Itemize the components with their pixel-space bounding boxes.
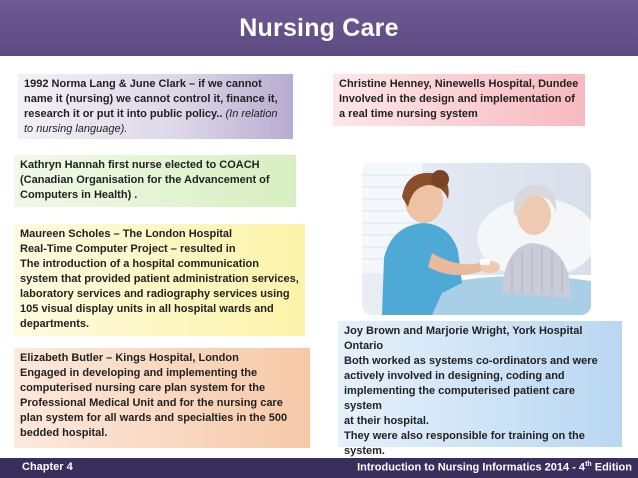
- scholes-line-2: Real-Time Computer Project – resulted in: [20, 243, 236, 255]
- lang-clark-line-3-text: research it or put it into public policy..: [24, 108, 223, 120]
- footer-title-prefix: Introduction to Nursing Informatics 2014 - 4: [357, 461, 586, 474]
- lang-clark-line-1: 1992 Norma Lang & June Clark – if we cannot: [24, 78, 262, 90]
- title-bar: [0, 0, 638, 56]
- footer-book-title: [357, 461, 632, 474]
- scholes-line-1: Maureen Scholes – The London Hospital: [20, 228, 233, 240]
- footer-title-sup: th: [585, 461, 592, 468]
- nurse-hair-bun: [431, 170, 449, 188]
- scholes-line-3: The introduction of a hospital communication: [20, 258, 259, 270]
- box-hannah: [14, 155, 296, 207]
- box-butler: [14, 348, 310, 448]
- brown-line-6: at their hospital.: [344, 415, 429, 427]
- brown-line-4: actively involved in designing, coding and: [344, 370, 565, 382]
- henney-line-2: Involved in the design and implementation of: [339, 93, 575, 105]
- butler-line-4: Professional Medical Unit and for the nursing care: [20, 397, 283, 409]
- butler-line-2: Engaged in developing and implementing the: [20, 367, 258, 379]
- scholes-line-7: departments.: [20, 318, 90, 330]
- brown-line-7: They were also responsible for training on the: [344, 430, 585, 442]
- brown-line-2: Ontario: [344, 340, 384, 352]
- brown-line-3: Both worked as systems co-ordinators and were: [344, 355, 598, 367]
- nurse-patient-photo: [362, 163, 591, 315]
- butler-line-3: computerised nursing care plan system for the: [20, 382, 266, 394]
- box-brown-wright: [338, 321, 622, 457]
- slide-title: Nursing Care: [239, 13, 399, 42]
- lang-clark-line-3: [24, 107, 287, 122]
- medicine-cup-icon: [480, 259, 490, 265]
- box-lang-clark: [18, 74, 293, 139]
- henney-line-1: Christine Henney, Ninewells Hospital, Dundee: [339, 78, 579, 90]
- lang-clark-italic-2: to nursing language).: [24, 123, 128, 135]
- lang-clark-line-2: name it (nursing) we cannot control it, finance it,: [24, 93, 278, 105]
- box-scholes: [14, 224, 305, 336]
- brown-line-8: system.: [344, 445, 385, 457]
- butler-line-5: plan system for all wards and specialties in the 500: [20, 412, 288, 424]
- brown-line-1: Joy Brown and Marjorie Wright, York Hospital: [344, 325, 583, 337]
- nurse-patient-illustration: [362, 163, 591, 315]
- footer-title-suffix: Edition: [591, 461, 632, 474]
- hannah-line-2: (Canadian Organisation for the Advancement of: [20, 174, 270, 186]
- footer-chapter: Chapter 4: [22, 461, 73, 473]
- hannah-line-3: Computers in Health) .: [20, 189, 138, 201]
- box-henney: [333, 74, 585, 126]
- footer-bar: [0, 458, 638, 478]
- scholes-line-5: laboratory services and radiography services using: [20, 288, 290, 300]
- butler-line-1: Elizabeth Butler – Kings Hospital, London: [20, 352, 239, 364]
- hannah-line-1: Kathryn Hannah first nurse elected to COACH: [20, 159, 260, 171]
- scholes-line-6: 105 visual display units in all hospital wards and: [20, 303, 274, 315]
- lang-clark-italic-1: (In relation: [225, 108, 278, 120]
- butler-line-6: bedded hospital.: [20, 427, 108, 439]
- brown-line-5: implementing the computerised patient care system: [344, 385, 576, 412]
- henney-line-3: a real time nursing system: [339, 108, 478, 120]
- scholes-line-4: system that provided patient administration services,: [20, 273, 299, 285]
